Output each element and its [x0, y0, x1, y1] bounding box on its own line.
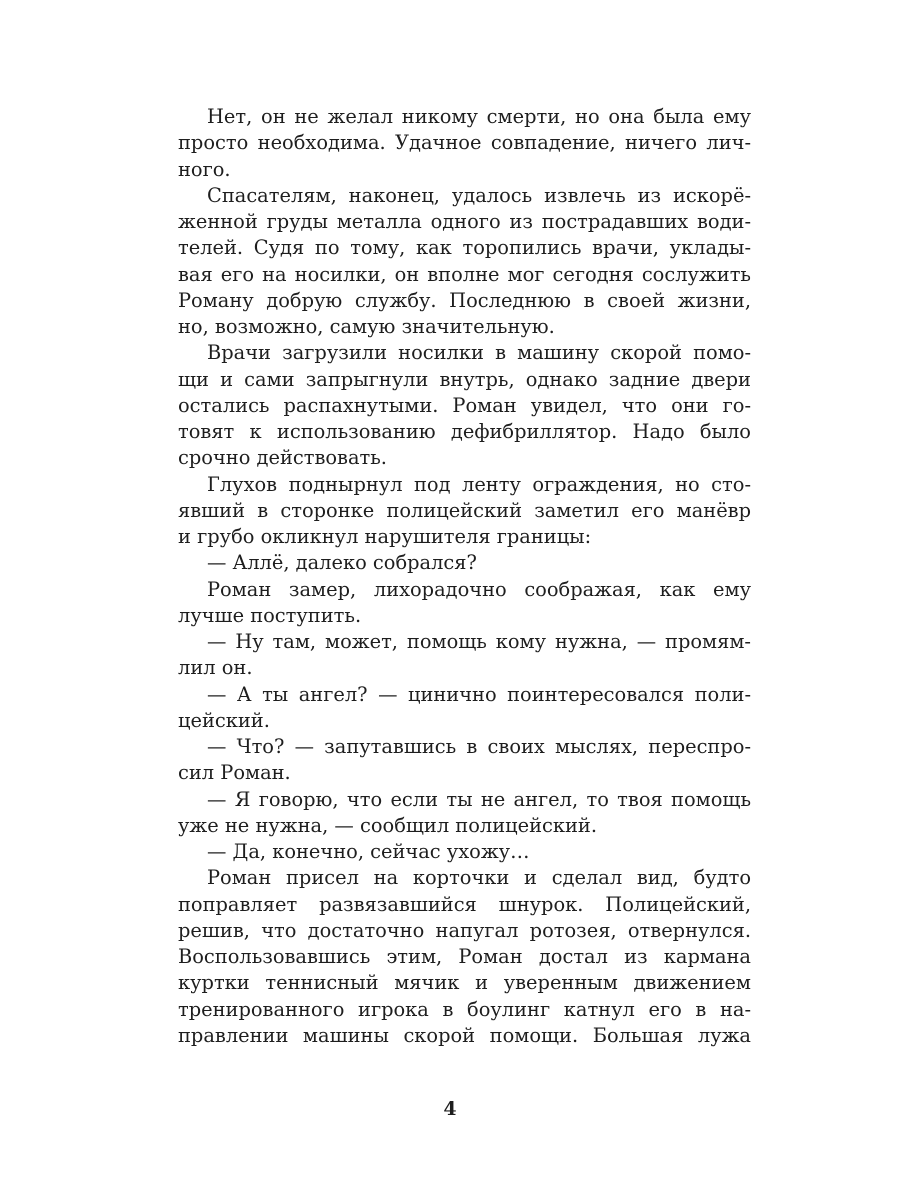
text-line: остались распахнутыми. Роман увидел, что они го-	[178, 393, 751, 417]
text-line: товят к использованию дефибриллятор. Надо было	[178, 420, 751, 443]
text-line: Спасателям, наконец, удалось извлечь из искорё-	[207, 183, 751, 207]
text-line: срочно действовать.	[178, 446, 387, 470]
text-line: Врачи загрузили носилки в машину скорой помо-	[207, 341, 751, 365]
text-line: решив, что достаточно напугал ротозея, отвернулся.	[178, 918, 751, 942]
text-line: — Я говорю, что если ты не ангел, то твоя помощь	[207, 787, 751, 811]
text-line: ного.	[178, 157, 231, 181]
text-line: Нет, он не желал никому смерти, но она была ему	[207, 105, 751, 128]
text-line: — Ну там, может, помощь кому нужна, — промям-	[207, 630, 751, 653]
text-line: цейский.	[178, 708, 270, 732]
text-line: поправляет развязавшийся шнурок. Полицейский,	[178, 892, 751, 916]
body-text	[178, 104, 751, 1049]
text-line: сил Роман.	[178, 761, 291, 785]
text-line: Роман присел на корточки и сделал вид, будто	[207, 866, 751, 890]
text-line: Глухов поднырнул под ленту ограждения, но сто-	[207, 472, 751, 496]
text-line: — Аллё, далеко собрался?	[207, 551, 477, 575]
text-line: Воспользовавшись этим, Роман достал из кармана	[178, 945, 751, 968]
text-line: женной груды металла одного из пострадавших води-	[178, 210, 751, 233]
text-line: уже не нужна, — сообщил полицейский.	[178, 813, 598, 837]
text-line: Роман замер, лихорадочно соображая, как ему	[207, 577, 751, 601]
text-line: тренированного игрока в боулинг катнул его в на-	[178, 997, 751, 1021]
text-line: явший в сторонке полицейский заметил его манёвр	[178, 498, 751, 522]
text-line: просто необходима. Удачное совпадение, ничего лич-	[178, 131, 751, 155]
text-line: — А ты ангел? — цинично поинтересовался поли-	[207, 682, 751, 706]
text-line: лил он.	[178, 656, 253, 680]
page-number: 4	[443, 1098, 457, 1120]
text-line: телей. Судя по тому, как торопились врачи, уклады-	[178, 236, 751, 260]
text-line: лучше поступить.	[178, 603, 362, 627]
text-line: куртки теннисный мячик и уверенным движением	[178, 971, 751, 995]
text-line: — Да, конечно, сейчас ухожу…	[207, 840, 530, 863]
text-line: но, возможно, самую значительную.	[178, 315, 555, 338]
text-line: Роману добрую службу. Последнюю в своей жизни,	[178, 288, 751, 312]
text-line: и грубо окликнул нарушителя границы:	[178, 525, 592, 548]
text-line: вая его на носилки, он вполне мог сегодня сослужить	[178, 262, 751, 286]
text-line: — Что? — запутавшись в своих мыслях, переспро-	[207, 735, 751, 758]
text-line: щи и сами запрыгнули внутрь, однако задние двери	[178, 367, 751, 391]
text-line: правлении машины скорой помощи. Большая лужа	[178, 1023, 751, 1047]
